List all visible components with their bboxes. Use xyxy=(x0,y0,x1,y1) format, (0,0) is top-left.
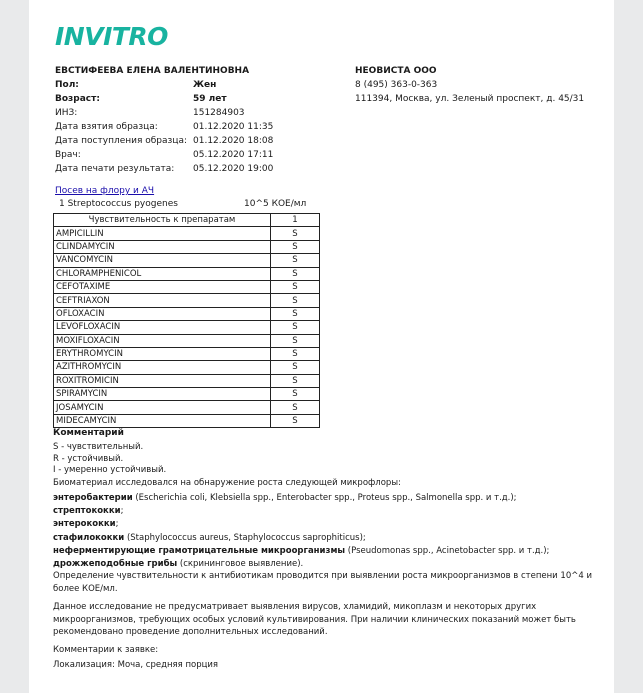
microflora-list xyxy=(53,492,549,571)
info-value: Жен xyxy=(193,80,217,90)
drug-result: S xyxy=(271,267,320,280)
info-value: 01.12.2020 18:08 xyxy=(193,136,274,146)
table-row xyxy=(54,240,320,253)
drug-result: S xyxy=(271,227,320,240)
info-value: 01.12.2020 11:35 xyxy=(193,122,274,132)
list-item xyxy=(53,532,549,545)
organism-row xyxy=(59,199,307,209)
drug-name: OFLOXACIN xyxy=(54,307,271,320)
legend-item: I - умеренно устойчивый. xyxy=(53,465,167,475)
list-item xyxy=(53,492,549,505)
info-label: Дата взятия образца: xyxy=(55,122,158,132)
table-row xyxy=(54,347,320,360)
request-comments-label: Комментарии к заявке: xyxy=(53,645,159,655)
microflora-detail: (скрининговое выявление). xyxy=(177,559,304,570)
drug-name: CLINDAMYCIN xyxy=(54,240,271,253)
info-label: Пол: xyxy=(55,80,79,90)
info-value: 151284903 xyxy=(193,108,245,118)
table-row xyxy=(54,361,320,374)
drug-name: ROXITROMICIN xyxy=(54,374,271,387)
drug-result: S xyxy=(271,374,320,387)
drug-name: VANCOMYCIN xyxy=(54,254,271,267)
antibiotic-note: Определение чувствительности к антибиотикам проводится при выявлении роста микроорганизмов в степени 10^4 и более КОЕ/мл. xyxy=(53,571,592,594)
sensitivity-table xyxy=(53,213,320,428)
drug-name: MOXIFLOXACIN xyxy=(54,334,271,347)
microflora-detail: (Pseudomonas spp., Acinetobacter spp. и т.д.); xyxy=(345,545,550,556)
drug-name: ERYTHROMYCIN xyxy=(54,347,271,360)
table-row xyxy=(54,280,320,293)
drug-name: MIDECAMYCIN xyxy=(54,414,271,427)
drug-result: S xyxy=(271,401,320,414)
table-row xyxy=(54,414,320,427)
info-value: 59 лет xyxy=(193,94,227,104)
drug-name: AMPICILLIN xyxy=(54,227,271,240)
drug-result: S xyxy=(271,347,320,360)
table-row xyxy=(54,294,320,307)
drug-result: S xyxy=(271,307,320,320)
organism-name: 1 Streptococcus pyogenes xyxy=(59,199,178,209)
microflora-detail: (Escherichia coli, Klebsiella spp., Enterobacter spp., Proteus spp., Salmonella spp. и т.д.); xyxy=(132,493,517,503)
drug-name: CEFTRIAXON xyxy=(54,294,271,307)
microflora-group: неферментирующие грамотрицательные микроорганизмы xyxy=(53,545,346,556)
info-label: Дата печати результата: xyxy=(55,164,175,174)
microflora-intro: Биоматериал исследовался на обнаружение роста следующей микрофлоры: xyxy=(53,478,401,488)
drug-result: S xyxy=(271,254,320,267)
drug-result: S xyxy=(271,321,320,334)
lab-name: НЕОВИСТА ООО xyxy=(355,66,437,76)
table-row xyxy=(54,321,320,334)
localization: Локализация: Моча, средняя порция xyxy=(53,660,219,670)
microflora-detail: (Staphylococcus aureus, Staphylococcus saprophiticus); xyxy=(124,532,366,543)
drug-name: SPIRAMYCIN xyxy=(54,388,271,401)
table-row xyxy=(54,227,320,240)
table-header-row xyxy=(54,214,320,227)
drug-result: S xyxy=(271,414,320,427)
drug-result: S xyxy=(271,280,320,293)
drug-name: CHLORAMPHENICOL xyxy=(54,267,271,280)
table-row xyxy=(54,401,320,414)
info-value: 05.12.2020 19:00 xyxy=(193,164,274,174)
info-label: Врач: xyxy=(55,150,81,160)
table-row xyxy=(54,334,320,347)
drug-result: S xyxy=(271,361,320,374)
list-item xyxy=(53,518,549,531)
culture-test-link[interactable]: Посев на флору и АЧ xyxy=(55,186,155,196)
drug-name: CEFOTAXIME xyxy=(54,280,271,293)
lab-address: 111394, Москва, ул. Зеленый проспект, д. 45/31 xyxy=(355,94,585,104)
drug-name: LEVOFLOXACIN xyxy=(54,321,271,334)
microflora-group: дрожжеподобные грибы xyxy=(53,559,178,570)
scope-note: Данное исследование не предусматривает выявления вирусов, хламидий, микоплазм и некоторых других микроорганизмов, требующих особых условий культивирования. При наличии клинических показаний может быть рекомендовано проведение дополнительных исследований. xyxy=(53,602,576,637)
drug-result: S xyxy=(271,294,320,307)
table-row xyxy=(54,388,320,401)
table-row xyxy=(54,267,320,280)
organism-quantity: 10^5 КОЕ/мл xyxy=(244,199,307,209)
drug-result: S xyxy=(271,388,320,401)
microflora-group: энтерококки xyxy=(53,519,116,530)
result-legend xyxy=(53,442,166,477)
list-item xyxy=(53,505,549,518)
table-row xyxy=(54,254,320,267)
microflora-detail: ; xyxy=(115,519,119,530)
legend-item: R - устойчивый. xyxy=(53,453,124,464)
drug-result: S xyxy=(271,240,320,253)
microflora-group: энтеробактерии xyxy=(53,493,133,503)
drug-name: JOSAMYCIN xyxy=(54,401,271,414)
drug-result: S xyxy=(271,334,320,347)
drug-name: AZITHROMYCIN xyxy=(54,361,271,374)
info-label: Дата поступления образца: xyxy=(55,136,187,146)
column-header-drug: Чувствительность к препаратам xyxy=(54,214,271,227)
legend-item: S - чувствительный. xyxy=(53,442,144,452)
info-label: ИНЗ: xyxy=(55,108,78,118)
microflora-group: стафилококки xyxy=(53,532,125,543)
info-label: Возраст: xyxy=(55,94,100,104)
list-item xyxy=(53,545,549,558)
invitro-logo: INVITRO xyxy=(55,22,168,51)
table-row xyxy=(54,374,320,387)
lab-phone: 8 (495) 363-0-363 xyxy=(355,80,438,90)
microflora-detail: ; xyxy=(120,506,124,517)
report-page xyxy=(29,0,614,693)
column-header-isolate: 1 xyxy=(271,214,320,227)
table-row xyxy=(54,307,320,320)
patient-name: ЕВСТИФЕЕВА ЕЛЕНА ВАЛЕНТИНОВНА xyxy=(55,66,250,76)
info-value: 05.12.2020 17:11 xyxy=(193,150,274,160)
microflora-group: стрептококки xyxy=(53,506,121,517)
comment-heading: Комментарий xyxy=(53,428,124,438)
